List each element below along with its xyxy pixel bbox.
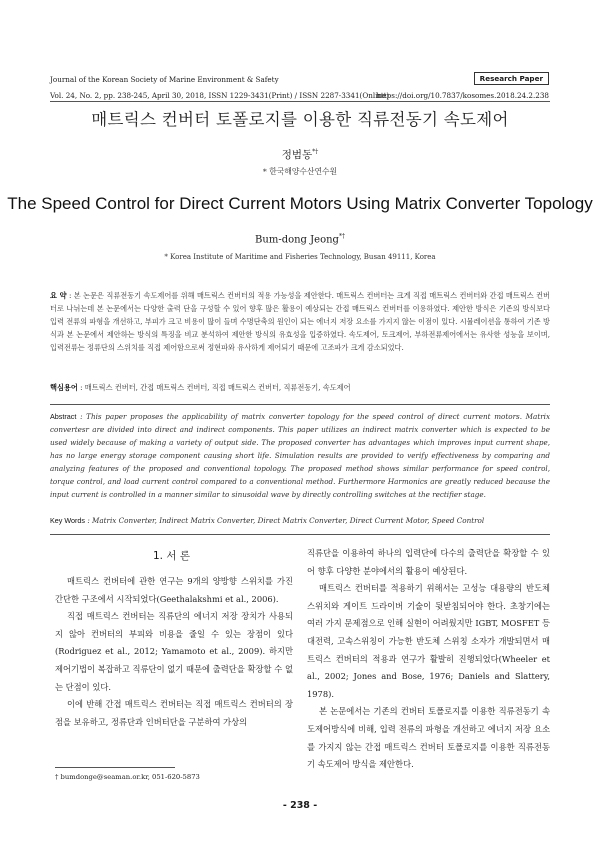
korean-title: 매트릭스 컨버터 토폴로지를 이용한 직류전동기 속도제어 [91,110,509,129]
english-keywords-text: : Matrix Converter, Indirect Matrix Converter, Direct Matrix Converter, Direct Current Motor, Speed Control [85,516,485,525]
left-paragraph-1: 매트릭스 컨버터에 관한 연구는 9개의 양방향 스위치를 가진 간단한 구조에서 시작되었다(Geethalakshmi et al., 2006). [55,576,293,604]
volume-line: Vol. 24, No. 2, pp. 238-245, April 30, 2018, ISSN 1229-3431(Print) / ISSN 2287-3341(Online) [50,91,390,100]
english-affiliation: * Korea Institute of Maritime and Fisheries Technology, Busan 49111, Korea [164,253,436,261]
right-paragraph-3: 본 논문에서는 기존의 컨버터 토폴로지를 이용한 직류전동기 속도제어방식에 비해, 입력 전류의 파형을 개선하고 에너지 저장 요소를 가지지 않는 간접 매트릭스 컨버터 토폴로지를 이용한 직류전동기 속도제어 방식을 제안한다. [307,706,550,770]
english-title: The Speed Control for Direct Current Motors Using Matrix Converter Topology [7,194,593,213]
abstract-divider-bottom [50,534,550,535]
english-author-name: Bum-dong Jeong [255,234,339,246]
abstract-divider-top [50,404,550,405]
english-abstract-text: : This paper proposes the applicability of matrix converter topology for the speed control of direct current motors. Matrix convertesr are divided into direct and indirect components. This paper utilizes an indirect matrix converter which is expected to be used widely because of making a variety of output side. The proposed converter has advantages which improves input current shape, has no large energy storage component causing short life. Simulation results are provided to verify effectiveness by comparing and analyzing features of the proposed and conventional topology. The proposed method shows similar performance for speed control, torque control, and load current control compared to a conventional method. Furthermore Harmonics are greatly reduced because the input current is controlled in a manner similar to sinusoidal wave by directly controlling switches at the rectifier stage. [50,412,550,499]
left-paragraph-3: 이에 반해 간접 매트릭스 컨버터는 직접 매트릭스 컨버터의 장점을 보유하고, 정류단과 인버터단을 구분하여 가상의 [55,699,293,727]
english-author [0,233,600,245]
page-number: - 238 - [282,800,318,811]
header-divider [50,101,550,102]
left-column [55,573,293,731]
korean-abstract [50,289,550,354]
korean-keywords-text: : 매트릭스 컨버터, 간접 매트릭스 컨버터, 직접 매트릭스 컨버터, 직류전동기, 속도제어 [77,383,351,392]
korean-affiliation: * 한국해양수산연수원 [262,167,338,176]
korean-abstract-label: 요 약 [50,291,67,300]
article-type-badge: Research Paper [474,72,549,85]
english-keywords [50,514,550,527]
section-heading-intro: 1. 서 론 [153,550,190,562]
right-column [307,545,550,774]
korean-author [0,147,600,162]
left-paragraph-2: 직접 매트릭스 컨버터는 직류단의 에너지 저장 장치가 사용되지 않아 컨버터의 부피와 비용을 줄일 수 있는 장점이 있다(Rodriguez et al., 2012; Yamamoto et al., 2009). 하지만 제어기법이 복잡하고 직류단이 없기 때문에 출력단을 확장할 수 없는 단점이 있다. [55,611,293,692]
journal-name: Journal of the Korean Society of Marine Environment & Safety [50,75,279,84]
footnote-divider [55,767,175,768]
footnote: † bumdonge@seaman.or.kr, 051-620-5873 [55,773,200,781]
english-keywords-label: Key Words [50,516,86,525]
korean-keywords [50,381,550,394]
english-abstract-label: Abstract [50,412,77,421]
korean-keywords-label: 핵심용어 [50,383,78,392]
right-paragraph-1: 직류단을 이용하여 하나의 입력단에 다수의 출력단을 확장할 수 있어 향후 다양한 분야에서의 활용이 예상된다. [307,548,550,576]
korean-abstract-text: : 본 논문은 직류전동기 속도제어를 위해 매트릭스 컨버터의 적용 가능성을 제안한다. 매트릭스 컨버터는 크게 직접 매트릭스 컨버터와 간접 매트릭스 컨버터로 나뉘는데 본 논문에서는 다양한 출력 단을 구성할 수 있어 향후 많은 활용이 예상되는 간접 매트릭스 컨버터를 이용하였다. 제안한 방식은 기존의 방식보다 입력 전류의 파형을 개선하고, 부피가 크고 비용이 많이 들며 수명단축의 원인이 되는 에너지 저장 요소를 가지지 않는 이점이 있다. 시뮬레이션을 통하여 기존 방식과 본 논문에서 제안하는 방식의 특징을 비교 분석하여 제안한 방식의 유효성을 입증하였다. 속도제어, 토크제어, 부하전류제어에서는 유사한 성능을 보이며, 입력전류는 정류단의 스위치를 직접 제어함으로써 정현파와 유사하게 제어되기 때문에 고조파가 크게 감소되었다. [50,291,551,352]
right-paragraph-2: 매트릭스 컨버터를 적용하기 위해서는 고성능 대용량의 반도체 스위치와 게이트 드라이버 기술이 뒷받침되어야 한다. 초창기에는 여러 가지 문제점으로 인해 실현이 어려웠지만 IGBT, MOSFET 등 대전력, 고속스위칭이 가능한 반도체 스위칭 소자가 개발되면서 매트릭스 컨버터의 적용과 연구가 활발히 진행되었다(Wheeler et al., 2002; Jones and Bose, 1976; Daniels and Slattery, 1978). [307,583,550,699]
doi-link[interactable]: https://doi.org/10.7837/kosomes.2018.24.2.238 [376,91,549,100]
korean-author-mark: *† [312,148,319,156]
english-abstract [50,410,550,501]
english-author-mark: *† [338,233,345,240]
korean-author-name: 정범동 [281,149,313,161]
